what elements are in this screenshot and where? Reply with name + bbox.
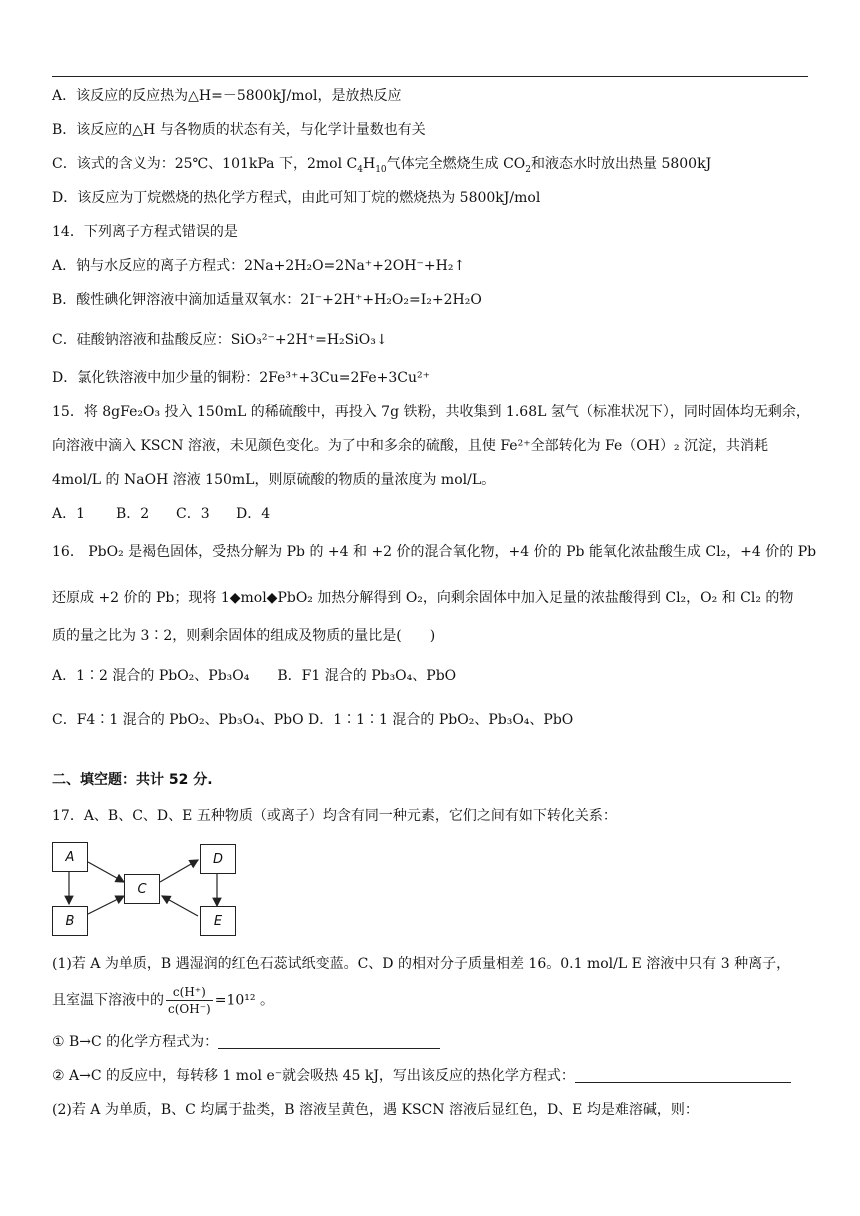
q14-option-d: D．氯化铁溶液中加少量的铜粉：2Fe³⁺+3Cu=2Fe+3Cu²⁺ <box>52 370 430 386</box>
q14-stem: 14．下列离子方程式错误的是 <box>52 224 238 240</box>
q17-part1-line-2: 且室温下溶液中的 $\frac{c(H^+)}{c(OH^-)}$ =10¹² 。 <box>52 985 274 1016</box>
q15-option-d: D．4 <box>236 506 271 522</box>
ion-ratio-fraction: $\frac{c(H^+)}{c(OH^-)}$ <box>168 985 211 1016</box>
q13-option-c: C．该式的含义为：25℃、101kPa 下，2mol $C_4H_{10}$气体完全燃烧生成 $CO_2$和液态水时放出热量 5800kJ <box>52 156 712 175</box>
node-a: A <box>52 842 88 872</box>
q17-part2: (2)若 A 为单质，B、C 均属于盐类，B 溶液呈黄色，遇 KSCN 溶液后显红色，D、E 均是难溶碱，则： <box>52 1102 699 1118</box>
node-e: E <box>200 906 236 936</box>
section-heading: 二、填空题：共计 52 分. <box>52 772 213 788</box>
q14-option-a: A．钠与水反应的离子方程式：2Na+2H₂O=2Na⁺+2OH⁻+H₂↑ <box>52 258 466 274</box>
q15-option-b: B．2 <box>116 506 150 522</box>
arrow-e-to-c <box>162 896 198 916</box>
transformation-diagram <box>52 840 242 940</box>
q15-line-1: 15．将 8gFe₂O₃ 投入 150mL 的稀硫酸中，再投入 7g 铁粉，共收集到 1.68L 氢气（标准状况下），同时固体均无剩余， <box>52 404 810 420</box>
q13-option-b: B．该反应的△H 与各物质的状态有关，与化学计量数也有关 <box>52 122 426 138</box>
q15-line-2: 向溶液中滴入 KSCN 溶液，未见颜色变化。为了中和多余的硫酸，且使 Fe²⁺全部转化为 Fe（OH）₂ 沉淀，共消耗 <box>52 438 769 454</box>
q13-option-a: A．该反应的反应热为△H=－5800kJ/mol，是放热反应 <box>52 88 402 104</box>
node-d: D <box>200 844 236 874</box>
arrow-c-to-d <box>160 860 198 882</box>
q17-stem: 17．A、B、C、D、E 五种物质（或离子）均含有同一种元素，它们之间有如下转化关系： <box>52 808 617 824</box>
q16-options-ab: A．1∶2 混合的 PbO₂、Pb₃O₄ B．F1 混合的 Pb₃O₄、PbO <box>52 668 457 684</box>
q17-sub1: ① B→C 的化学方程式为： <box>52 1032 440 1052</box>
node-b: B <box>52 906 88 936</box>
q17-sub2: ② A→C 的反应中，每转移 1 mol e⁻就会吸热 45 kJ，写出该反应的热化学方程式： <box>52 1066 791 1086</box>
q14-option-b: B．酸性碘化钾溶液中滴加适量双氧水：2I⁻+2H⁺+H₂O₂=I₂+2H₂O <box>52 292 482 308</box>
q16-line-1: 16． PbO₂ 是褐色固体，受热分解为 Pb 的 +4 和 +2 价的混合氧化物，+4 价的 Pb 能氧化浓盐酸生成 Cl₂，+4 价的 Pb <box>52 544 817 560</box>
q16-line-3: 质的量之比为 3∶2，则剩余固体的组成及物质的量比是( ) <box>52 628 436 644</box>
header-rule <box>52 76 808 77</box>
answer-blank-1[interactable] <box>218 1034 440 1049</box>
q16-line-2: 还原成 +2 价的 Pb；现将 1◆mol◆PbO₂ 加热分解得到 O₂，向剩余固体中加入足量的浓盐酸得到 Cl₂，O₂ 和 Cl₂ 的物 <box>52 590 794 606</box>
q14-option-c: C．硅酸钠溶液和盐酸反应：SiO₃²⁻+2H⁺=H₂SiO₃↓ <box>52 332 388 348</box>
arrow-b-to-c <box>88 896 124 914</box>
node-c: C <box>124 874 160 904</box>
arrow-a-to-c <box>88 862 124 882</box>
q16-options-cd: C．F4∶1 混合的 PbO₂、Pb₃O₄、PbO D．1∶1∶1 混合的 PbO₂、Pb₃O₄、PbO <box>52 712 574 728</box>
answer-blank-2[interactable] <box>575 1068 791 1083</box>
q15-options <box>52 504 270 524</box>
q15-line-3: 4mol/L 的 NaOH 溶液 150mL，则原硫酸的物质的量浓度为 mol/L。 <box>52 472 496 488</box>
q15-option-c: C．3 <box>176 506 210 522</box>
q17-part1-line-1: (1)若 A 为单质，B 遇湿润的红色石蕊试纸变蓝。C、D 的相对分子质量相差 16。0.1 mol/L E 溶液中只有 3 种离子， <box>52 956 791 972</box>
q13-option-d: D．该反应为丁烷燃烧的热化学方程式，由此可知丁烷的燃烧热为 5800kJ/mol <box>52 190 541 206</box>
q15-option-a: A．1 <box>52 506 86 522</box>
